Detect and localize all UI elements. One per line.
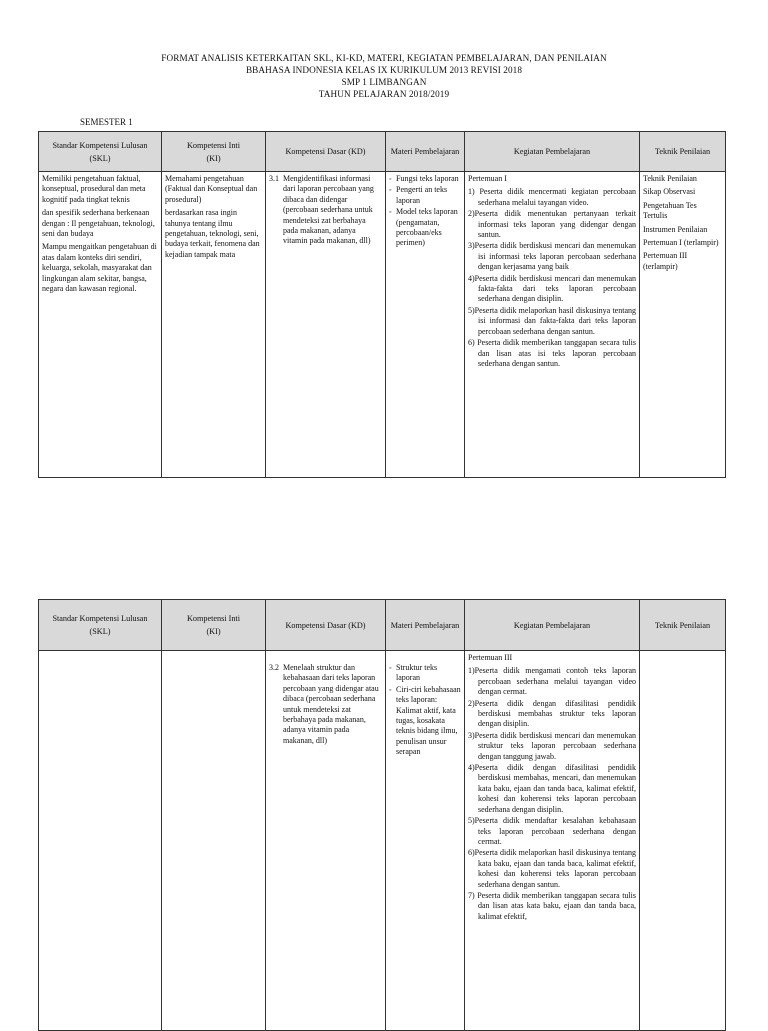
cell-skl [39,651,162,1031]
teknik-text-3: Pengetahuan Tes Tertulis [643,200,697,221]
list-item: ◦ Pengerti an teks laporan [389,185,461,206]
table-header-row [39,132,726,172]
header-teknik: Teknik Penilaian [640,600,726,651]
cell-ki [162,651,266,1031]
teknik-text-2: Sikap Observasi [643,187,696,197]
skl-text-2: dan spesifik sederhana berkenaan dengan : Il pengetahuan, teknologi, seni dan budaya [42,208,155,239]
cell-skl [39,172,162,478]
list-item: ◦ Fungsi teks laporan [389,174,461,184]
skl-text-1: Memiliki pengetahuan faktual, konseptual, prosedural dan meta kognitif pada tingkat teknis [42,174,146,204]
teknik-text-4: Instrumen Penilaian [643,224,708,234]
header-ki: Kompetensi Inti (KI) [162,600,266,651]
header-kd: Kompetensi Dasar (KD) [266,600,386,651]
list-item: 6)Peserta didik melaporkan hasil diskusinya tentang kata baku, ejaan dan tanda baca, kalimat efektif, kohesi dan koherensi teks laporan percobaan sederhana dengan santun. [468,848,636,889]
cell-ki [162,172,266,478]
kd-text: Mengidentifikasi informasi dari laporan percobaan yang dibaca dan didengar (percobaan sederhana untuk mendeteksi zat berbahaya pada makanan, adanya vitamin pada makanan, dll) [283,174,374,246]
table-row [39,172,726,478]
header-kd: Kompetensi Dasar (KD) [266,132,386,172]
list-item: 4)Peserta didik dengan difasilitasi pendidik berdiskusi membahas, mencari, dan menemukan kata baku, ejaan dan tanda baca, kalimat efektif, kohesi dan koherensi teks laporan percobaan sederhana dengan disiplin. [468,763,636,814]
title-line-2: BBAHASA INDONESIA KELAS IX KURIKULUM 2013 REVISI 2018 [245,65,523,75]
kd-text: Menelaah struktur dan kebahasaan dari teks laporan percobaan yang didengar atau dibaca (percobaan sederhana untuk mendeteksi zat berbahaya pada makanan, adanya vitamin pada makanan, dll) [283,663,379,745]
table-header-row [39,600,726,651]
list-item: 2)Peserta didik menentukan pertanyaan terkait informasi teks laporan yang didengar dengan santun. [468,209,636,240]
cell-kegiatan [465,651,640,1031]
list-item: 7) Peserta didik memberikan tanggapan secara tulis dan lisan atas kata baku, ejaan dan tanda baca, kalimat efektif, [468,890,636,921]
cell-teknik [640,172,726,478]
ki-text-2: berdasarkan rasa ingin tahunya tentang ilmu pengetahuan, teknologi, seni, budaya terkait, fenomena dan kejadian tampak mata [165,208,260,259]
header-teknik: Teknik Penilaian [640,132,726,172]
document-title [0,52,768,100]
list-item: 2)Peserta didik dengan difasilitasi pendidik berdiskusi membahas struktur teks laporan dengan disiplin. [468,698,636,729]
teknik-text-5: Pertemuan I (terlampir) [643,238,719,248]
cell-kd [266,651,386,1031]
pertemuan-label: Pertemuan I [468,174,507,183]
header-materi: Materi Pembelajaran [386,600,465,651]
teknik-text-1: Teknik Penilaian [643,174,697,183]
table-row [39,651,726,1031]
list-item: ◦ Struktur teks laporan [389,663,461,684]
list-item: 3)Peserta didik berdiskusi mencari dan menemukan isi informasi teks laporan percobaan sederhana dengan kerjasama yang baik [468,241,636,272]
ki-text-1: Memahami pengetahuan (Faktual dan Konseptual dan prosedural) [165,174,258,204]
header-skl: Standar Kompetensi Lulusan (SKL) [39,132,162,172]
list-item: 6) Peserta didik memberikan tanggapan secara tulis dan lisan atas isi teks laporan percobaan sederhana dengan santun. [468,338,636,368]
header-skl: Standar Kompetensi Lulusan (SKL) [39,600,162,651]
kd-number: 3.2 [269,663,279,672]
pertemuan-label: Pertemuan III [468,653,513,662]
list-item: 5)Peserta didik melaporkan hasil diskusinya tentang isi informasi dan fakta-fakta dari teks laporan percobaan sederhana dengan santun. [468,305,636,336]
cell-kd [266,172,386,478]
teknik-text-6: Pertemuan III (terlampir) [643,251,688,271]
list-item: 1)Peserta didik mengamati contoh teks laporan percobaan sederhana melalui tayangan video dengan cermat. [468,666,636,697]
header-kegiatan: Kegiatan Pembelajaran [465,132,640,172]
list-item: ◦ Model teks laporan (pengamatan, percobaan/eks perimen) [389,207,461,249]
cell-materi [386,651,465,1031]
header-kegiatan: Kegiatan Pembelajaran [465,600,640,651]
list-item: 5)Peserta didik mendaftar kesalahan kebahasaan teks laporan percobaan sederhana dengan cermat. [468,816,636,846]
list-item: 4)Peserta didik berdiskusi mencari dan menemukan fakta-fakta dari teks laporan percobaan sederhana dengan disiplin. [468,273,636,304]
list-item: ◦ Ciri-ciri kebahasaan teks laporan: Kalimat aktif, kata tugas, kosakata teknis bidang ilmu, penulisan unsur serapan [389,685,461,758]
analysis-table-2 [38,599,726,1031]
title-line-4: TAHUN PELAJARAN 2018/2019 [318,89,450,99]
header-materi: Materi Pembelajaran [386,132,465,172]
list-item: 1) Peserta didik mencermati kegiatan percobaan sederhana melalui tayangan video. [468,187,636,207]
cell-materi [386,172,465,478]
semester-label: SEMESTER 1 [80,117,133,127]
cell-kegiatan [465,172,640,478]
kd-number: 3.1 [269,174,279,183]
title-line-1: FORMAT ANALISIS KETERKAITAN SKL, KI-KD, MATERI, KEGIATAN PEMBELAJARAN, DAN PENILAIAN [161,53,607,63]
header-ki: Kompetensi Inti (KI) [162,132,266,172]
skl-text-3: Mampu mengaitkan pengetahuan di atas dalam konteks diri sendiri, keluarga, sekolah, masyarakat dan lingkungan alam sekitar, bangsa, negara dan kawasan regional. [42,242,157,294]
cell-teknik [640,651,726,1031]
analysis-table-1 [38,131,726,478]
list-item: 3)Peserta didik berdiskusi mencari dan menemukan struktur teks laporan percobaan sederhana dengan tanggung jawab. [468,730,636,761]
title-line-3: SMP 1 LIMBANGAN [341,77,427,87]
